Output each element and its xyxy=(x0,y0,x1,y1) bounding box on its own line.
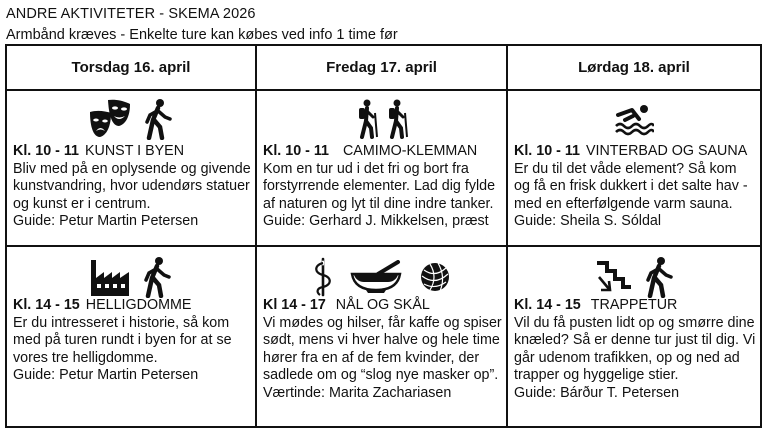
walking-person-icon xyxy=(139,256,173,298)
activity-title: HELLIGDOMME xyxy=(85,297,192,313)
activity-cell-trappetur xyxy=(508,247,760,426)
activity-cell-naal-og-skaal xyxy=(257,247,508,426)
day-header-thursday: Torsdag 16. april xyxy=(7,46,257,91)
activity-description: Er du intresseret i historie, så kom med på turen rundt i byen for at se vores tre helligdomme. xyxy=(13,314,232,366)
walking-person-icon xyxy=(140,98,174,140)
schedule-title: ANDRE AKTIVITETER - SKEMA 2026 xyxy=(6,6,256,22)
activity-time: Kl. 10 - 11 xyxy=(13,143,79,159)
activity-guide: Guide: Petur Martin Petersen xyxy=(13,213,199,230)
activity-cell-vinterbad-og-sauna xyxy=(508,91,760,247)
activity-guide: Guide: Gerhard J. Mikkelsen, præst xyxy=(263,213,489,230)
activity-title: CAMIMO-KLEMMAN xyxy=(342,143,478,159)
day-header-friday: Fredag 17. april xyxy=(257,46,508,91)
activity-title: KUNST I BYEN xyxy=(84,143,185,159)
stairs-down-icon xyxy=(593,259,633,295)
factory-icon xyxy=(89,258,131,296)
activity-title: TRAPPETUR xyxy=(590,297,678,313)
activity-cell-kunst-i-byen xyxy=(7,91,257,247)
activity-description: Er du til det våde element? Så kom og få en frisk dukkert i det salte hav - med en efterfølgende varm sauna. xyxy=(514,160,748,212)
walking-person-icon xyxy=(641,256,675,298)
swimmer-icon xyxy=(614,101,654,137)
activity-time: Kl 14 - 17 xyxy=(263,297,326,313)
activity-guide: Guide: Bárður T. Petersen xyxy=(514,384,680,401)
activity-guide: Guide: Sheila S. Sóldal xyxy=(514,213,662,230)
hiker-icon xyxy=(354,99,380,139)
hiker-icon xyxy=(384,99,410,139)
activity-description: Bliv med på en oplysende og givende kunstvandring, hvor udendørs statuer og kunst er i centrum. xyxy=(13,160,251,212)
activity-description: Vi mødes og hilser, får kaffe og spiser sødt, mens vi hver halve og hele time hører fra en af de fem kvinder, der sadlede om og “slog nye masker op”. xyxy=(263,314,502,384)
activity-title: VINTERBAD OG SAUNA xyxy=(585,143,748,159)
yarn-ball-icon xyxy=(418,260,452,294)
day-header-saturday: Lørdag 18. april xyxy=(508,46,760,91)
needle-thread-icon xyxy=(312,257,334,297)
activity-cell-helligdomme xyxy=(7,247,257,426)
schedule-subtitle: Armbånd kræves - Enkelte ture kan købes ved info 1 time før xyxy=(6,27,398,43)
mortar-bowl-icon xyxy=(348,260,404,294)
activity-guide: Værtinde: Marita Zachariasen xyxy=(263,384,452,401)
activity-cell-camimo-klemman xyxy=(257,91,508,247)
activity-description: Kom en tur ud i det fri og bort fra forstyrrende elementer. Lad dig fylde af naturen og lyt til dine indre tanker. xyxy=(263,160,496,212)
theater-masks-icon xyxy=(88,98,132,140)
schedule-table xyxy=(5,44,762,428)
activity-time: Kl. 14 - 15 xyxy=(13,297,80,313)
activity-description: Vil du få pusten lidt op og smørre dine knæled? Så er denne tur just til dig. Vi går udenom trafikken, op og ned ad trapper og hyggelige stier. xyxy=(514,314,756,384)
activity-time: Kl. 10 - 11 xyxy=(263,143,329,159)
activity-time: Kl. 14 - 15 xyxy=(514,297,581,313)
activity-time: Kl. 10 - 11 xyxy=(514,143,580,159)
activity-title: NÅL OG SKÅL xyxy=(335,297,430,313)
activity-guide: Guide: Petur Martin Petersen xyxy=(13,367,199,384)
